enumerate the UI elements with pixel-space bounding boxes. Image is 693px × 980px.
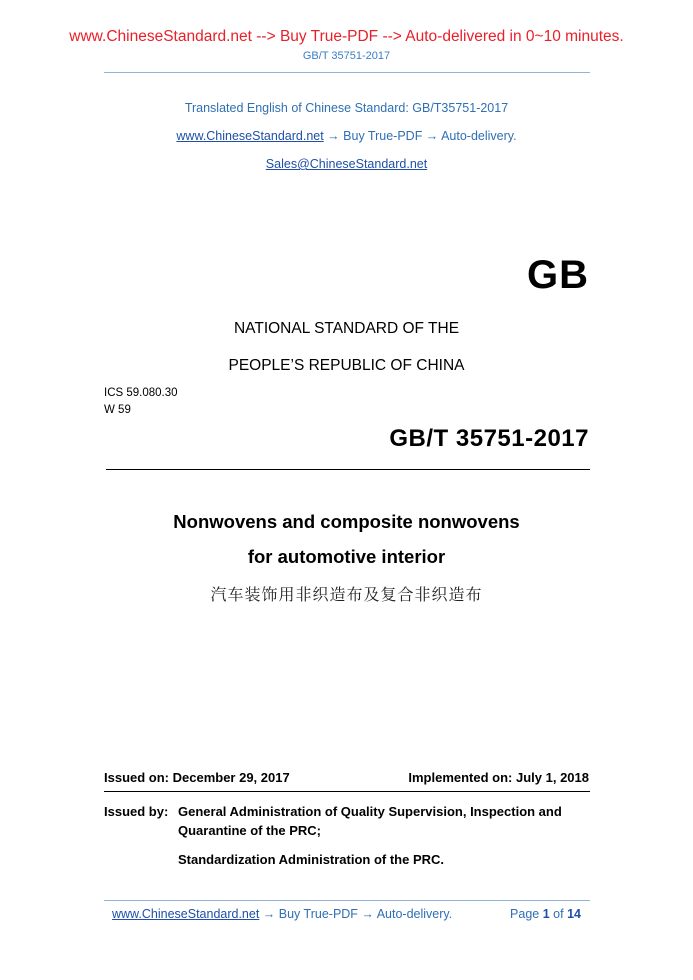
national-standard-line1: NATIONAL STANDARD OF THE <box>233 320 460 337</box>
footer-site-link[interactable]: www.ChineseStandard.net <box>112 907 260 921</box>
translated-line: Translated English of Chinese Standard: GB/T35751-2017 <box>184 101 509 115</box>
footer-buy-text: → Buy True-PDF → Auto-delivery. <box>259 907 453 921</box>
page-total: 14 <box>567 907 581 921</box>
page-indicator <box>510 907 581 921</box>
w-code: W 59 <box>104 404 131 416</box>
standard-code: GB/T 35751-2017 <box>389 425 589 452</box>
title-line2: for automotive interior <box>247 546 446 567</box>
header-standard-code: GB/T 35751-2017 <box>302 50 391 62</box>
title-line1: Nonwovens and composite nonwovens <box>173 511 520 532</box>
site-link-line <box>0 129 693 143</box>
promo-banner[interactable]: www.ChineseStandard.net --> Buy True-PDF --> Auto-delivered in 0~10 minutes. <box>69 28 624 45</box>
issued-by-line1: General Administration of Quality Supervision, Inspection and <box>178 804 562 819</box>
page-current: 1 <box>542 907 550 921</box>
issued-on: Issued on: December 29, 2017 <box>104 770 290 785</box>
page-label: Page <box>510 907 540 921</box>
sales-email-link[interactable]: Sales@ChineseStandard.net <box>265 157 428 171</box>
footer-link-line <box>112 907 452 921</box>
dates-divider <box>104 791 590 792</box>
code-divider <box>106 469 590 470</box>
ics-code: ICS 59.080.30 <box>104 387 178 399</box>
issued-by-line3: Standardization Administration of the PRC. <box>178 852 445 867</box>
of-label: of <box>553 907 564 921</box>
sales-line <box>0 157 693 171</box>
title-chinese: 汽车装饰用非织造布及复合非织造布 <box>210 585 483 604</box>
national-standard-line2: PEOPLE’S REPUBLIC OF CHINA <box>228 357 465 374</box>
buy-text: → Buy True-PDF → Auto-delivery. <box>323 129 517 143</box>
site-link[interactable]: www.ChineseStandard.net <box>176 129 324 143</box>
footer-divider <box>104 900 590 901</box>
issued-by-line2: Quarantine of the PRC; <box>178 823 322 838</box>
issued-by-label: Issued by: <box>104 804 169 819</box>
header-divider <box>104 72 590 73</box>
implemented-on: Implemented on: July 1, 2018 <box>408 770 589 785</box>
gb-mark: GB <box>527 253 589 297</box>
